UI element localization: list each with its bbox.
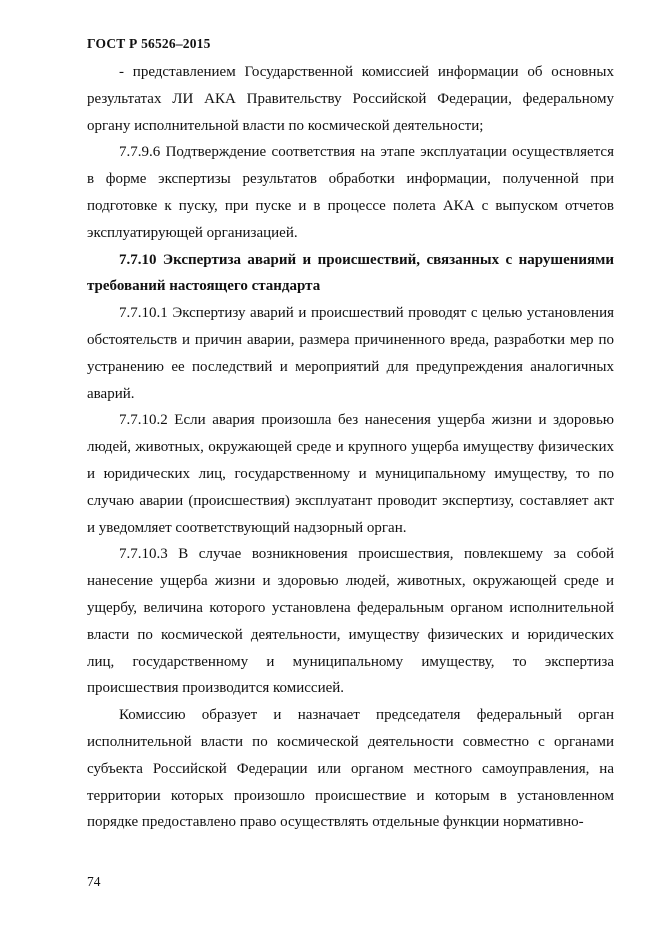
standard-header: ГОСТ Р 56526–2015 [87, 36, 211, 51]
document-body [87, 59, 614, 836]
paragraph-7-7-10-2: 7.7.10.2 Если авария произошла без нанесения ущерба жизни и здоровью людей, животных, окружающей среде и крупного ущерба имуществу физических и юридических лиц, государственному и муниципальному имуществу, то по случаю аварии (происшествия) эксплуатант проводит экспертизу, составляет акт и уведомляет соответствующий надзорный орган. [87, 412, 614, 536]
paragraph-commission: Комиссию образует и назначает председателя федеральный орган исполнительной власти по космической деятельности совместно с органами субъекта Российской Федерации или органом местного самоуправления, на территории которых произошло происшествие и которым в установленном порядке предоставлено право осуществлять отдельные функции нормативно- [87, 707, 614, 831]
paragraph-7-7-10-3: 7.7.10.3 В случае возникновения происшествия, повлекшему за собой нанесение ущерба жизни и здоровью людей, животных, окружающей среде и ущербу, величина которого установлена федеральным органом исполнительной власти по космической деятельности, имуществу физических и юридических лиц, государственному и муниципальному имуществу, то экспертиза происшествия производится комиссией. [87, 546, 614, 697]
paragraph-7-7-10-1: 7.7.10.1 Экспертизу аварий и происшествий проводят с целью установления обстоятельств и причин аварии, размера причиненного вреда, разработки мер по устранению ее последствий и мероприятий для предупреждения аналогичных аварий. [87, 305, 614, 402]
section-heading-7-7-10: 7.7.10 Экспертиза аварий и происшествий, связанных с нарушениями требований настоящего стандарта [87, 251, 614, 295]
paragraph-commission-info: - представлением Государственной комиссией информации об основных результатах ЛИ АКА Правительству Российской Федерации, федеральному органу исполнительной власти по космической деятельности; [87, 64, 614, 134]
page-number: 74 [87, 874, 101, 889]
paragraph-7-7-9-6: 7.7.9.6 Подтверждение соответствия на этапе эксплуатации осуществляется в форме экспертизы результатов обработки информации, полученной при подготовке к пуску, при пуске и в процессе полета АКА с выпуском отчетов эксплуатирующей организацией. [87, 144, 614, 241]
